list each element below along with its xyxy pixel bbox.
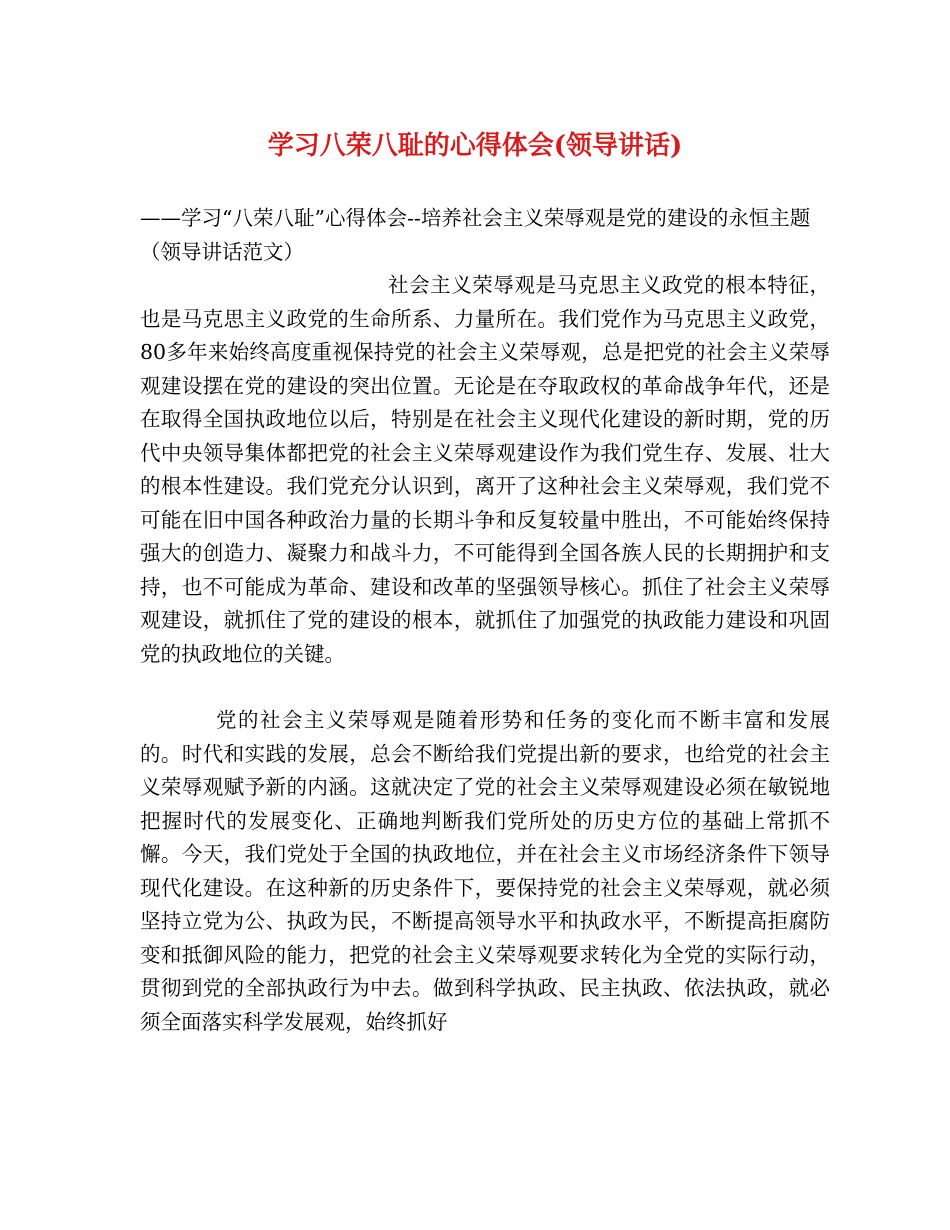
document-title: 学习八荣八耻的心得体会(领导讲话) <box>267 131 683 161</box>
document-body <box>140 202 830 1039</box>
paragraph-1: 社会主义荣辱观是马克思主义政党的根本特征，也是马克思主义政党的生命所系、力量所在。我们党作为马克思主义政党，80多年来始终高度重视保持党的社会主义荣辱观，总是把党的社会主义荣辱观建设摆在党的建设的突出位置。无论是在夺取政权的革命战争年代，还是在取得全国执政地位以后，特别是在社会主义现代化建设的新时期，党的历代中央领导集体都把党的社会主义荣辱观建设作为我们党生存、发展、壮大的根本性建设。我们党充分认识到，离开了这种社会主义荣辱观，我们党不可能在旧中国各种政治力量的长期斗争和反复较量中胜出，不可能始终保持强大的创造力、凝聚力和战斗力，不可能得到全国各族人民的长期拥护和支持，也不可能成为革命、建设和改革的坚强领导核心。抓住了社会主义荣辱观建设，就抓住了党的建设的根本，就抓住了加强党的执政能力建设和巩固党的执政地位的关键。 <box>140 273 830 666</box>
document-subtitle: ——学习“八荣八耻”心得体会--培养社会主义荣辱观是党的建设的永恒主题（领导讲话范文） <box>140 206 811 264</box>
paragraph-2: 党的社会主义荣辱观是随着形势和任务的变化而不断丰富和发展的。时代和实践的发展，总会不断给我们党提出新的要求，也给党的社会主义荣辱观赋予新的内涵。这就决定了党的社会主义荣辱观建设必须在敏锐地把握时代的发展变化、正确地判断我们党所处的历史方位的基础上常抓不懈。今天，我们党处于全国的执政地位，并在社会主义市场经济条件下领导现代化建设。在这种新的历史条件下，要保持党的社会主义荣辱观，就必须坚持立党为公、执政为民，不断提高领导水平和执政水平，不断提高拒腐防变和抵御风险的能力，把党的社会主义荣辱观要求转化为全党的实际行动，贯彻到党的全部执政行为中去。做到科学执政、民主执政、依法执政，就必须全面落实科学发展观，始终抓好 <box>140 708 830 1034</box>
